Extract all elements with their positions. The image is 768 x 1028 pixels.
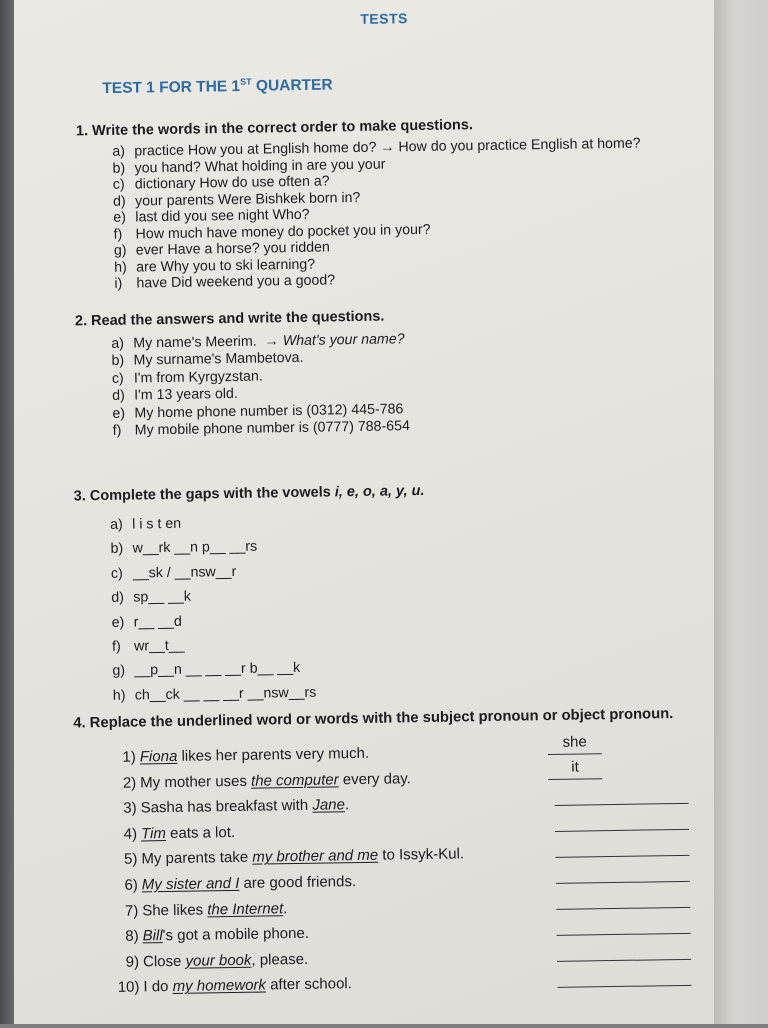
answer-line — [556, 881, 690, 884]
list-item: d) sp__ __k — [111, 588, 192, 607]
answer-text: she — [562, 733, 587, 751]
list-item: c) __sk / __nsw__r — [110, 563, 237, 582]
list-item: a) practice How you at English home do? → How do you practice English at home? — [112, 135, 641, 160]
list-item: 4) Tim eats a lot. — [123, 823, 236, 843]
section-2-list — [111, 331, 410, 440]
section-1-heading: 1. Write the words in the correct order to make questions. — [75, 117, 474, 140]
list-item: 8) Bill's got a mobile phone. — [125, 924, 310, 945]
list-item: b) you hand? What holding in are you your — [112, 156, 386, 177]
list-item: 5) My parents take my brother and me to Issyk-Kul. — [123, 845, 465, 869]
list-item: e) r__ __d — [111, 613, 182, 631]
test-title: TEST 1 FOR THE 1ST QUARTER — [102, 76, 333, 98]
answer-line — [555, 855, 689, 858]
answer-line — [555, 803, 689, 806]
list-item: 7) She likes the Internet. — [124, 899, 288, 920]
list-item: d) I'm 13 years old. — [112, 386, 238, 405]
section-1-list — [112, 136, 643, 293]
list-item: 1) Fiona likes her parents very much. — [122, 744, 370, 766]
list-item: a) l i s t en — [110, 515, 182, 533]
list-item: e) My home phone number is (0312) 445-786 — [112, 400, 404, 422]
list-item: f) How much have money do pocket you in your? — [113, 221, 431, 243]
list-item: 2) My mother uses the computer every day. — [122, 769, 412, 792]
list-item: h) ch__ck __ __ __r __nsw__rs — [112, 684, 317, 704]
answer-text: it — [571, 758, 579, 776]
answer-line — [557, 933, 691, 936]
answer-line — [555, 829, 689, 832]
list-item: 9) Close your book, please. — [125, 950, 309, 971]
list-item: c) I'm from Kyrgyzstan. — [111, 368, 263, 387]
list-item: 3) Sasha has breakfast with Jane. — [123, 796, 350, 817]
section-3-heading: 3. Complete the gaps with the vowels i, e, o, a, y, u. — [73, 482, 425, 505]
arrow-icon: → — [264, 333, 279, 350]
answer-line — [556, 907, 690, 910]
section-2-heading: 2. Read the answers and write the questions. — [74, 308, 385, 330]
list-item: e) last did you see night Who? — [113, 206, 310, 226]
list-item: i) have Did weekend you a good? — [114, 272, 336, 292]
list-item: d) your parents Were Bishkek born in? — [112, 189, 361, 210]
section-3-list — [110, 510, 316, 708]
list-item: 10) I do my homework after school. — [117, 975, 352, 997]
list-item: c) dictionary How do use often a? — [112, 173, 330, 193]
answer-line — [548, 778, 602, 780]
running-head: TESTS — [360, 10, 409, 27]
answer-line — [557, 985, 691, 988]
example-answer: What's your name? — [282, 331, 405, 350]
list-item: h) are Why you to ski learning? — [114, 256, 316, 276]
section-4-list — [110, 739, 467, 1000]
section-4-heading: 4. Replace the underlined word or words with the subject pronoun or object pronoun. — [73, 706, 674, 732]
next-page-edge — [712, 0, 768, 1024]
answer-line — [557, 959, 691, 962]
list-item: f) My mobile phone number is (0777) 788-654 — [112, 418, 411, 439]
list-item: g) ever Have a horse? you ridden — [113, 239, 330, 259]
list-item: a) My name's Meerim. → What's your name? — [111, 331, 405, 352]
list-item: b) My surname's Mambetova. — [111, 350, 304, 370]
list-item: 6) My sister and I are good friends. — [124, 873, 357, 894]
worksheet-page — [14, 0, 714, 1024]
list-item: g) __p__n __ __ __r b__ __k — [112, 660, 301, 680]
list-item: f) wr__t__ — [111, 637, 185, 655]
list-item: b) w__rk __n p__ __rs — [110, 538, 258, 558]
answer-line — [548, 753, 602, 755]
